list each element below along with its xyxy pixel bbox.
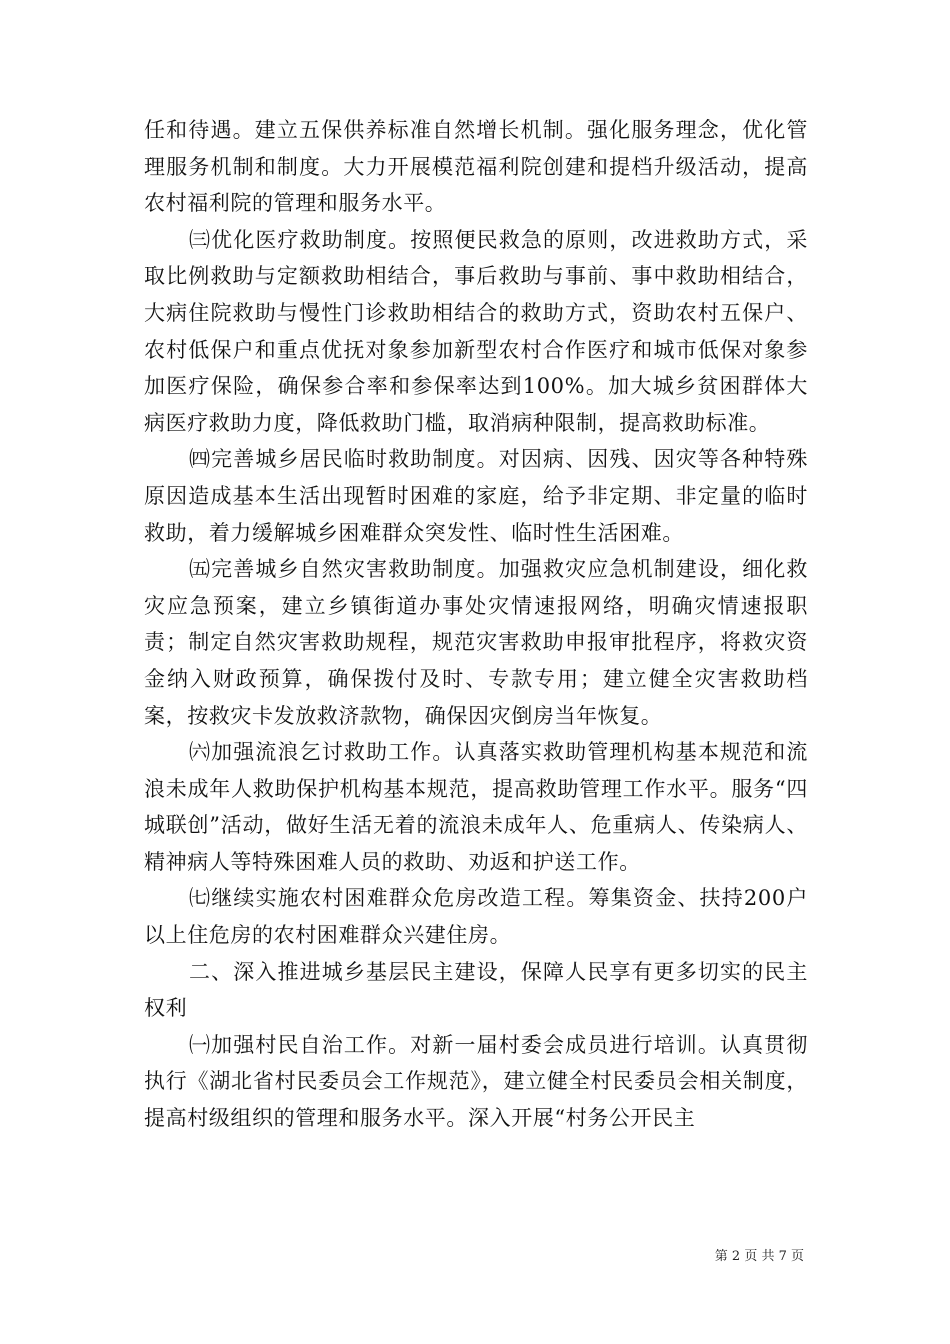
paragraph-temporary-aid: ㈣完善城乡居民临时救助制度。对因病、因残、因灾等各种特殊原因造成基本生活出现暂时困难的家庭，给予非定期、非定量的临时救助，着力缓解城乡困难群众突发性、临时性生活困难。 bbox=[144, 447, 808, 545]
paragraph-housing-renovation: ㈦继续实施农村困难群众危房改造工程。筹集资金、扶持200户以上住危房的农村困难群众兴建住房。 bbox=[144, 886, 808, 948]
document-body bbox=[144, 112, 808, 1137]
section-heading-grassroots-democracy: 二、深入推进城乡基层民主建设，保障人民享有更多切实的民主权利 bbox=[144, 959, 808, 1021]
paragraph-villager-autonomy: ㈠加强村民自治工作。对新一届村委会成员进行培训。认真贯彻执行《湖北省村民委员会工作规范》，建立健全村民委员会相关制度，提高村级组织的管理和服务水平。深入开展“村务公开民主 bbox=[144, 1032, 808, 1131]
paragraph-vagrant-aid: ㈥加强流浪乞讨救助工作。认真落实救助管理机构基本规范和流浪未成年人救助保护机构基本规范，提高救助管理工作水平。服务“四城联创”活动，做好生活无着的流浪未成年人、危重病人、传染病人、精神病人等特殊困难人员的救助、劝返和护送工作。 bbox=[144, 740, 808, 874]
paragraph-medical-aid: ㈢优化医疗救助制度。按照便民救急的原则，改进救助方式，采取比例救助与定额救助相结合，事后救助与事前、事中救助相结合，大病住院救助与慢性门诊救助相结合的救助方式，资助农村五保户、农村低保户和重点优抚对象参加新型农村合作医疗和城市低保对象参加医疗保险，确保参合率和参保率达到100%。加大城乡贫困群体大病医疗救助力度，降低救助门槛，取消病种限制，提高救助标准。 bbox=[144, 227, 808, 435]
paragraph-disaster-aid: ㈤完善城乡自然灾害救助制度。加强救灾应急机制建设，细化救灾应急预案，建立乡镇街道办事处灾情速报网络，明确灾情速报职责；制定自然灾害救助规程，规范灾害救助申报审批程序，将救灾资金纳入财政预算，确保拨付及时、专款专用；建立健全灾害救助档案，按救灾卡发放救济款物，确保因灾倒房当年恢复。 bbox=[144, 557, 808, 728]
paragraph-continuation: 任和待遇。建立五保供养标准自然增长机制。强化服务理念，优化管理服务机制和制度。大力开展模范福利院创建和提档升级活动，提高农村福利院的管理和服务水平。 bbox=[144, 118, 808, 216]
page-number-footer: 第 2 页 共 7 页 bbox=[714, 1249, 804, 1264]
